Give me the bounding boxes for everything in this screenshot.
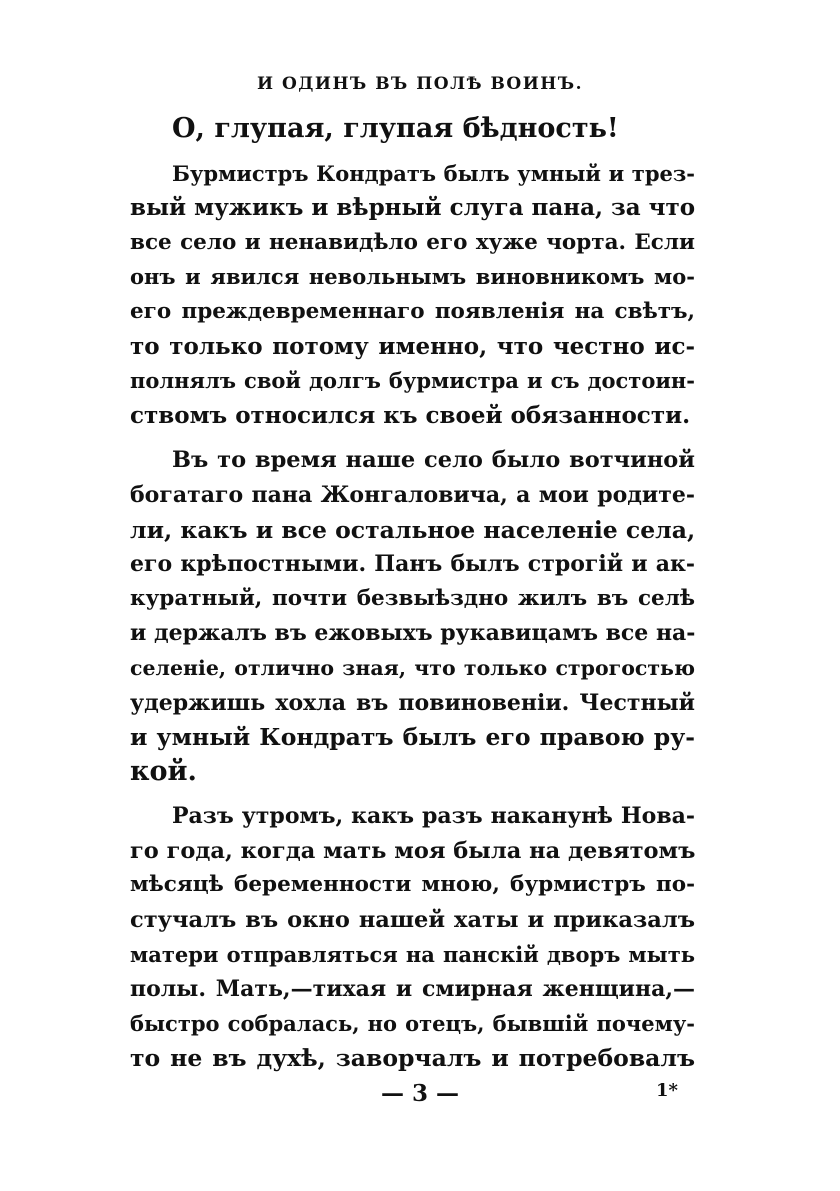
text-line: мѣсяцѣ беременности мною, бурмистръ по- — [130, 872, 695, 898]
paragraph-gap — [130, 789, 695, 799]
text-line: Бурмистръ Кондратъ былъ умный и трез- — [172, 160, 695, 186]
text-line: ли, какъ и все остальное населеніе села, — [130, 515, 696, 544]
text-line: и держалъ въ ежовыхъ рукавицамъ все на- — [130, 620, 696, 647]
text-line: стучалъ въ окно нашей хаты и приказалъ — [130, 907, 695, 934]
text-line: О, глупая, глупая бѣдность! — [172, 113, 619, 144]
paragraph-gap — [130, 433, 695, 443]
text-line: куратный, почти безвыѣздно жилъ въ селѣ — [130, 585, 695, 611]
body-text — [130, 112, 695, 1076]
text-line: быстро собралась, но отецъ, бывшій почему- — [130, 1010, 695, 1036]
text-line: все село и ненавидѣло его хуже чорта. Если — [130, 229, 695, 255]
text-line: полы. Мать,—тихая и смирная женщина,— — [130, 976, 695, 1003]
signature-mark: 1* — [656, 1080, 678, 1101]
text-line: вый мужикъ и вѣрный слуга пана, за что — [130, 194, 696, 222]
text-line: селеніе, отлично зная, что только строгостью — [130, 655, 695, 680]
text-line: Разъ утромъ, какъ разъ наканунѣ Нова- — [172, 803, 695, 830]
text-line: удержишь хохла въ повиновеніи. Честный — [130, 689, 695, 716]
text-line: богатаго пана Жонгаловича, а мои родите- — [130, 481, 695, 508]
text-line: кой. — [130, 755, 197, 787]
text-line: и умный Кондратъ былъ его правою ру- — [130, 723, 695, 752]
text-line: полнялъ свой долгъ бурмистра и съ достоин- — [130, 368, 695, 394]
text-line: матери отправляться на панскій дворъ мыть — [130, 941, 695, 967]
text-line: его крѣпостными. Панъ былъ строгій и ак- — [130, 551, 695, 578]
paragraph-gap — [130, 147, 695, 157]
text-line: то только потому именно, что честно ис- — [130, 332, 695, 360]
text-line: онъ и явился невольнымъ виновникомъ мо- — [130, 264, 695, 290]
text-line: го года, когда мать моя была на девятомъ — [130, 837, 696, 864]
text-line: ствомъ относился къ своей обязанности. — [130, 401, 691, 429]
text-line: его преждевременнаго появленія на свѣтъ, — [130, 298, 695, 324]
text-line: Въ то время наше село было вотчиной — [172, 447, 695, 474]
text-line: то не въ духѣ, заворчалъ и потребовалъ — [130, 1044, 695, 1073]
running-head: И ОДИНЪ ВЪ ПОЛѢ ВОИНЪ. — [256, 74, 584, 94]
page-number: — 3 — — [380, 1080, 460, 1107]
